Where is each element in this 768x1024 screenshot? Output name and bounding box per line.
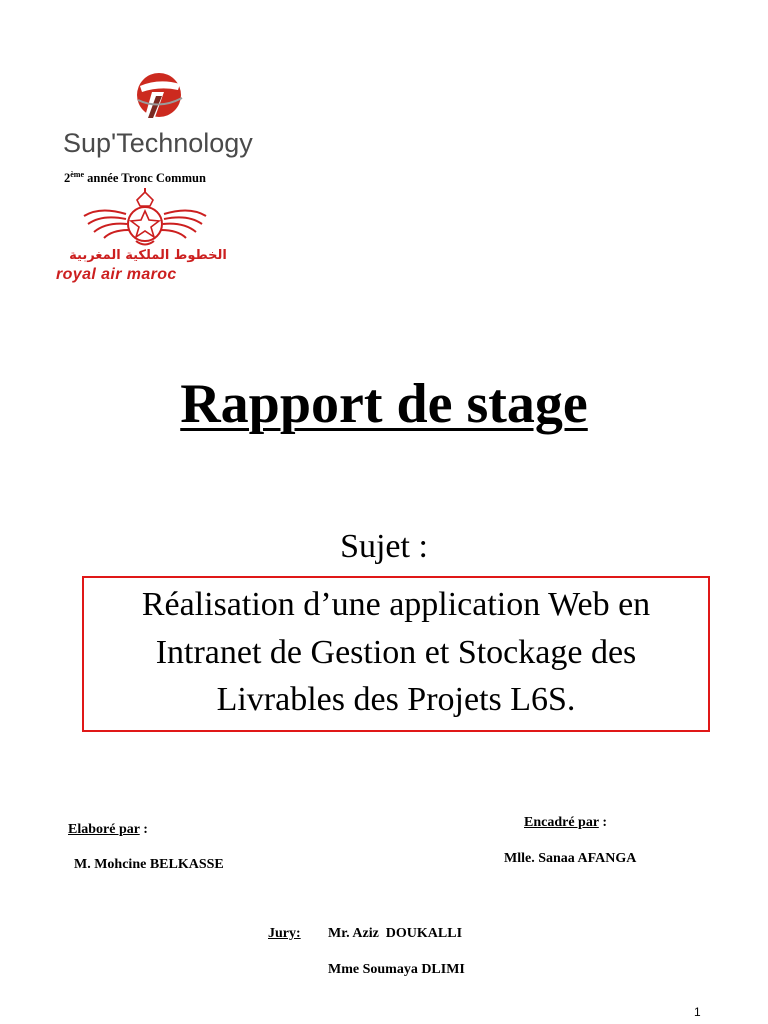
page-number: 1	[694, 1005, 701, 1019]
elabore-par-label: Elaboré par :	[68, 822, 148, 837]
royal-air-maroc-emblem-icon	[80, 186, 210, 250]
page-title: Rapport de stage	[180, 373, 588, 435]
student-name: M. Mohcine BELKASSE	[74, 857, 224, 872]
subject-line: Intranet de Gestion et Stockage des	[155, 634, 637, 671]
jury-member: Mme Soumaya DLIMI	[328, 962, 465, 977]
supervisor-name: Mlle. Sanaa AFANGA	[504, 851, 637, 866]
encadre-par-label: Encadré par :	[524, 815, 607, 830]
jury-member: Mr. Aziz DOUKALLI	[328, 926, 463, 941]
sup-technology-logo-icon	[134, 70, 184, 126]
sup-technology-wordmark: Sup'Technology	[63, 128, 253, 158]
subject-line: Réalisation d’une application Web en	[141, 586, 651, 623]
subject-label: Sujet :	[340, 528, 428, 565]
jury-label: Jury:	[268, 926, 301, 941]
subject-line: Livrables des Projets L6S.	[216, 681, 576, 718]
royal-air-maroc-wordmark: royal air maroc	[56, 266, 177, 283]
royal-air-maroc-arabic-text: الخطوط الملكية المغربية	[69, 248, 227, 263]
year-line: 2ème année Tronc Commun	[64, 170, 206, 186]
